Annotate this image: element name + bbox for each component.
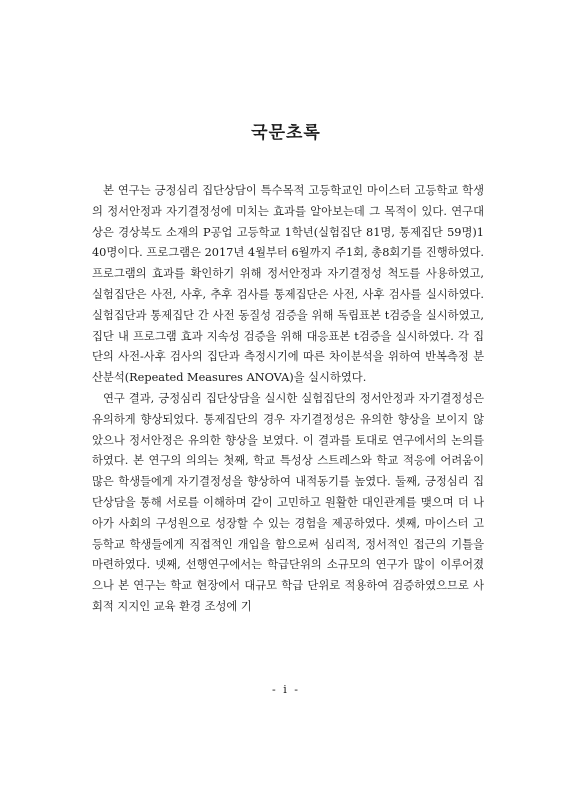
abstract-title: 국문초록 [251,123,321,143]
page-number: - i - [272,683,300,696]
abstract-paragraph-2: 연구 결과, 긍정심리 집단상담을 실시한 실험집단의 정서안정과 자기결정성은 유의하게 향상되었다. 통제집단의 경우 자기결정성은 유의한 향상을 보이지 않았으나 정서안정은 유의한 향상을 보였다. 이 결과를 토대로 연구에서의 논의를 하였다. 본 연구의 의의는 첫째, 학교 특성상 스트레스와 학교 적응에 어려움이 많은 학생들에게 자기결정성을 향상하여 내적동기를 높였다. 둘째, 긍정심리 집단상담을 통해 서로를 이해하며 같이 고민하고 원활한 대인관계를 맺으며 더 나아가 사회의 구성원으로 성장할 수 있는 경험을 제공하였다. 셋째, 마이스터 고등학교 학생들에게 직접적인 개입을 함으로써 심리적, 정서적인 접근의 기틀을 마련하였다. 넷째, 선행연구에서는 학급단위의 소규모의 연구가 많이 이루어졌으나 본 연구는 학교 현장에서 대규모 학급 단위로 적용하여 검증하였으므로 사회적 지지인 교육 환경 조성에 기 [92,391,484,613]
abstract-paragraph-1: 본 연구는 긍정심리 집단상담이 특수목적 고등학교인 마이스터 고등학교 학생의 정서안정과 자기결정성에 미치는 효과를 알아보는데 그 목적이 있다. 연구대상은 경상북도 소재의 P공업 고등학교 1학년(실험집단 81명, 통제집단 59명)140명이다. 프로그램은 2017년 4월부터 6월까지 주1회, 총8회기를 진행하였다. 프로그램의 효과를 확인하기 위해 정서안정과 자기결정성 척도를 사용하였고, 실험집단은 사전, 사후, 추후 검사를 통제집단은 사전, 사후 검사를 실시하였다. 실험집단과 통제집단 간 사전 동질성 검증을 위해 독립표본 t검증을 실시하였고, 집단 내 프로그램 효과 지속성 검증을 위해 대응표본 t검증을 실시하였다. 각 집단의 사전-사후 검사의 집단과 측정시기에 따른 차이분석을 위하여 반복측정 분산분석(Repeated Measures ANOVA)을 실시하였다. [92,184,484,385]
abstract-body [92,181,484,618]
